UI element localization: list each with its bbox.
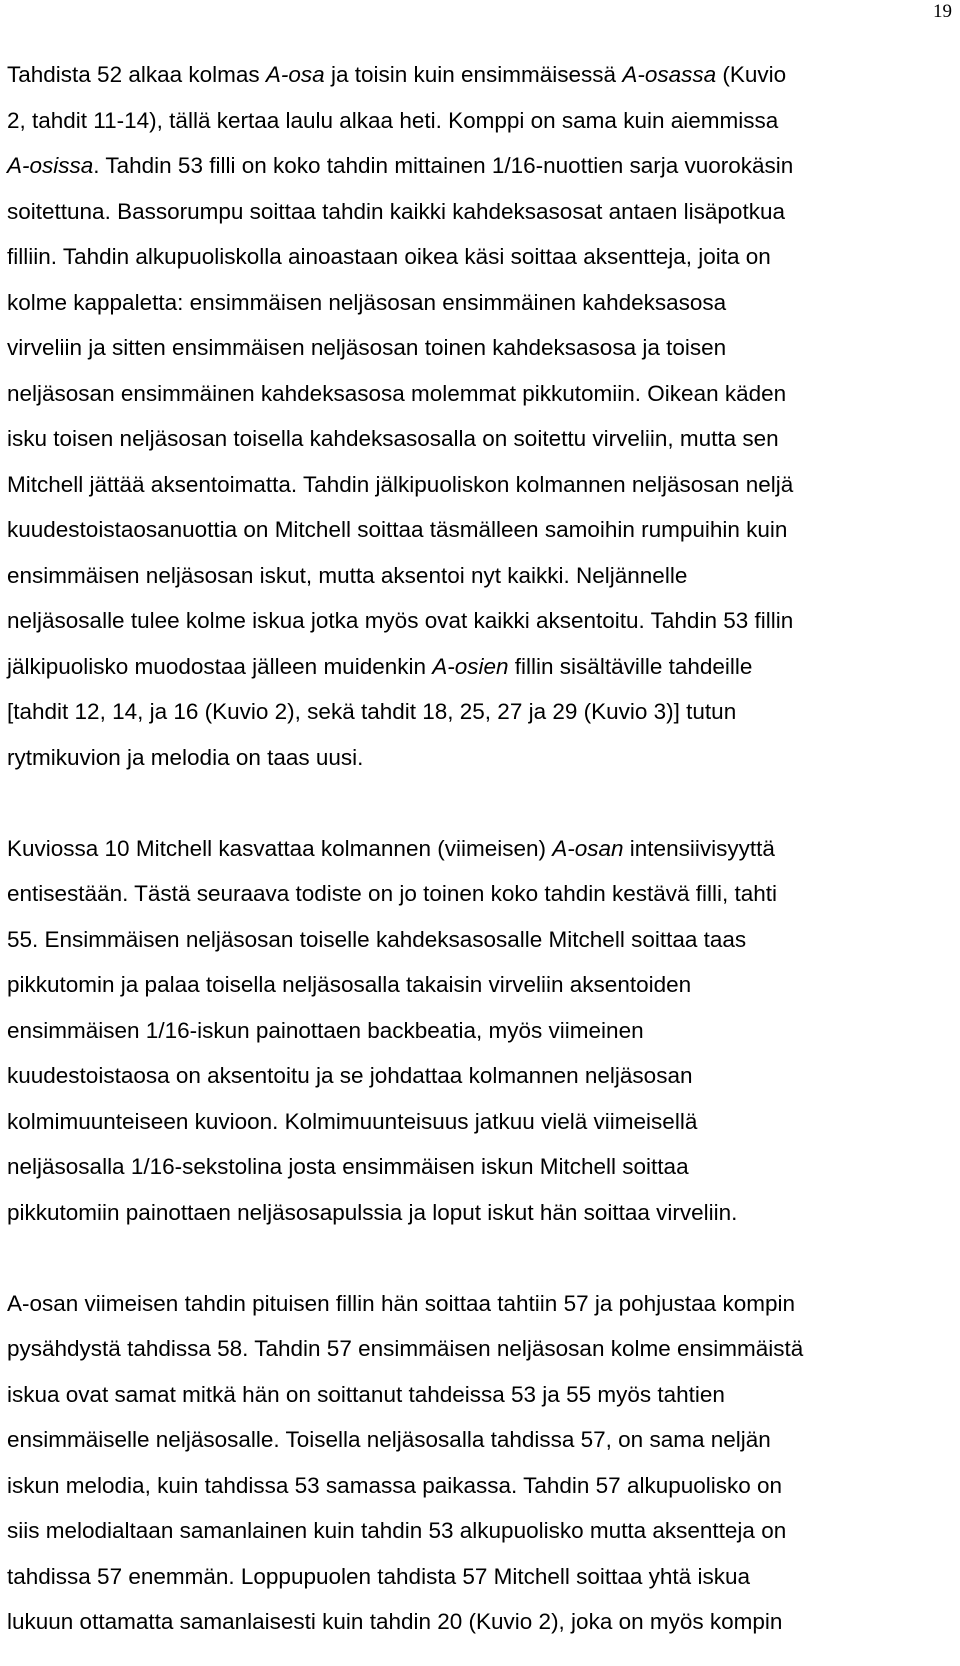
text-run: tahdissa 57 enemmän. Loppupuolen tahdista 57 Mitchell soittaa yhtä iskua xyxy=(7,1563,750,1589)
text-run: iskun melodia, kuin tahdissa 53 samassa paikassa. Tahdin 57 alkupuolisko on xyxy=(7,1472,783,1498)
text-line xyxy=(7,189,951,235)
text-run: pikkutomiin painottaen neljäsosapulssia ja loput iskut hän soittaa virveliin. xyxy=(7,1199,738,1225)
text-run: kuudestoistaosa on aksentoitu ja se johdattaa kolmannen neljäsosan xyxy=(7,1063,693,1088)
text-run: rytmikuvion ja melodia on taas uusi. xyxy=(7,744,364,770)
text-line xyxy=(7,826,951,872)
text-run: kolmimuunteiseen kuvioon. Kolmimuunteisuus jatkuu vielä viimeisellä xyxy=(7,1108,698,1134)
text-line xyxy=(7,1417,951,1463)
text-run: neljäsosan ensimmäinen kahdeksasosa molemmat pikkutomiin. Oikean käden xyxy=(7,380,787,406)
text-line xyxy=(7,1144,951,1190)
text-run: pikkutomin ja palaa toisella neljäsosalla takaisin virveliin aksentoiden xyxy=(7,972,692,997)
italic-term: A-osassa xyxy=(622,62,717,87)
text-run: iskua ovat samat mitkä hän on soittanut tahdeissa 53 ja 55 myös tahtien xyxy=(7,1381,725,1407)
text-line xyxy=(7,1463,951,1509)
text-run: virveliin ja sitten ensimmäisen neljäsosan toinen kahdeksasosa ja toisen xyxy=(7,335,727,360)
text-run: ensimmäiselle neljäsosalle. Toisella neljäsosalla tahdissa 57, on sama neljän xyxy=(7,1427,771,1452)
text-run: neljäsosalle tulee kolme iskua jotka myös ovat kaikki aksentoitu. Tahdin 53 fillin xyxy=(7,608,794,633)
text-run: jälkipuolisko muodostaa jälleen muidenkin xyxy=(7,653,433,679)
text-run: pysähdystä tahdissa 58. Tahdin 57 ensimmäisen neljäsosan kolme ensimmäistä xyxy=(7,1336,804,1361)
text-line xyxy=(7,1508,951,1554)
text-line xyxy=(7,1053,951,1099)
text-line xyxy=(7,598,951,644)
text-line xyxy=(7,1008,951,1054)
text-line xyxy=(7,1281,951,1327)
text-line xyxy=(7,689,951,735)
text-run: soitettuna. Bassorumpu soittaa tahdin kaikki kahdeksasosat antaen lisäpotkua xyxy=(7,198,785,224)
text-run: [tahdit 12, 14, ja 16 (Kuvio 2), sekä tahdit 18, 25, 27 ja 29 (Kuvio 3)] tutun xyxy=(7,699,737,724)
text-line xyxy=(7,325,951,371)
text-line xyxy=(7,462,951,508)
text-line xyxy=(7,1190,951,1236)
text-run: 55. Ensimmäisen neljäsosan toiselle kahdeksasosalle Mitchell soittaa taas xyxy=(7,926,747,952)
text-line xyxy=(7,1554,951,1600)
text-run: intensiivisyyttä xyxy=(623,835,775,861)
text-run: ja toisin kuin ensimmäisessä xyxy=(324,62,623,87)
text-line xyxy=(7,917,951,963)
text-line xyxy=(7,143,951,189)
text-line xyxy=(7,280,951,326)
text-run: Tahdista 52 alkaa kolmas xyxy=(7,62,266,87)
text-line xyxy=(7,507,951,553)
text-run: Kuviossa 10 Mitchell kasvattaa kolmannen (viimeisen) xyxy=(7,835,553,861)
paragraph-3 xyxy=(7,1281,951,1645)
text-run: filliin. Tahdin alkupuoliskolla ainoastaan oikea käsi soittaa aksentteja, joita on xyxy=(7,244,771,269)
text-line xyxy=(7,1599,951,1645)
italic-term: A-osissa xyxy=(7,153,94,178)
text-run: isku toisen neljäsosan toisella kahdeksasosalla on soitettu virveliin, mutta sen xyxy=(7,426,779,451)
text-line xyxy=(7,962,951,1008)
paragraph-2 xyxy=(7,826,951,1236)
text-line xyxy=(7,1372,951,1418)
text-line xyxy=(7,735,951,781)
italic-term: A-osan xyxy=(552,835,624,861)
paragraph-1 xyxy=(7,52,951,780)
text-line xyxy=(7,553,951,599)
page-number: 19 xyxy=(933,1,952,22)
text-line xyxy=(7,416,951,462)
text-line xyxy=(7,371,951,417)
text-run: lukuun ottamatta samanlaisesti kuin tahdin 20 (Kuvio 2), joka on myös kompin xyxy=(7,1609,783,1634)
text-line xyxy=(7,52,951,98)
text-run: A-osan viimeisen tahdin pituisen fillin hän soittaa tahtiin 57 ja pohjustaa kompin xyxy=(7,1290,795,1316)
text-line xyxy=(7,98,951,144)
text-line xyxy=(7,234,951,280)
text-run: (Kuvio xyxy=(716,62,787,87)
text-line xyxy=(7,871,951,917)
text-run: Mitchell jättää aksentoimatta. Tahdin jälkipuoliskon kolmannen neljäsosan neljä xyxy=(7,471,794,497)
text-run: 2, tahdit 11-14), tällä kertaa laulu alkaa heti. Komppi on sama kuin aiemmissa xyxy=(7,107,779,133)
document-body xyxy=(7,52,951,1645)
text-run: . Tahdin 53 filli on koko tahdin mittainen 1/16-nuottien sarja vuorokäsin xyxy=(93,153,794,178)
text-run: kolme kappaletta: ensimmäisen neljäsosan ensimmäinen kahdeksasosa xyxy=(7,289,727,315)
text-run: entisestään. Tästä seuraava todiste on jo toinen koko tahdin kestävä filli, tahti xyxy=(7,881,778,906)
italic-term: A-osa xyxy=(265,62,325,87)
text-line xyxy=(7,644,951,690)
text-run: ensimmäisen 1/16-iskun painottaen backbeatia, myös viimeinen xyxy=(7,1017,644,1043)
text-run: ensimmäisen neljäsosan iskut, mutta aksentoi nyt kaikki. Neljännelle xyxy=(7,562,688,588)
text-line xyxy=(7,1099,951,1145)
text-run: kuudestoistaosanuottia on Mitchell soittaa täsmälleen samoihin rumpuihin kuin xyxy=(7,517,788,542)
text-line xyxy=(7,1326,951,1372)
text-run: fillin sisältäville tahdeille xyxy=(508,653,753,679)
text-run: siis melodialtaan samanlainen kuin tahdin 53 alkupuolisko mutta aksentteja on xyxy=(7,1518,787,1543)
italic-term: A-osien xyxy=(432,653,509,679)
text-run: neljäsosalla 1/16-sekstolina josta ensimmäisen iskun Mitchell soittaa xyxy=(7,1154,689,1179)
